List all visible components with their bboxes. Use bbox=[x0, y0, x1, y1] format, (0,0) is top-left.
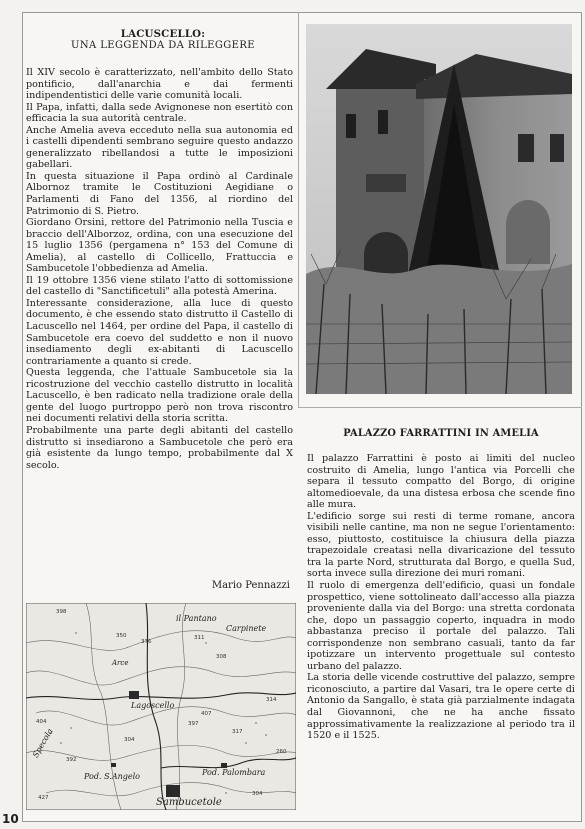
map-elevation: 392 bbox=[66, 757, 77, 763]
map-label: Sambucetole bbox=[156, 797, 222, 808]
map-elevation: 317 bbox=[232, 729, 243, 735]
paragraph: Il Papa, infatti, dalla sede Avignonese non esertitò con efficacia la sua autorità centrale. bbox=[26, 101, 293, 125]
map-elevation: 427 bbox=[38, 795, 49, 801]
map-elevation: 407 bbox=[201, 711, 212, 717]
map-elevation: 311 bbox=[194, 635, 205, 641]
map-elevation: 397 bbox=[188, 721, 199, 727]
paragraph: Il ruolo di emergenza dell'edificio, quasi un fondale prospettico, viene sottolineato dall'accesso alla piazza proveniente dalla via del Borgo: una stretta cordonata che, dopo un passaggio coperto, inquadra in modo abbastanza preciso il portale del palazzo. Tali corrispondenze non sembrano casuali, tanto da far ipotizzare un intervento progettuale sul contesto urbano del palazzo. bbox=[307, 580, 575, 672]
map-elevation: 398 bbox=[56, 609, 67, 615]
map-label: Pod. S.Angelo bbox=[84, 772, 140, 781]
column-divider bbox=[298, 12, 299, 407]
paragraph: Il palazzo Farrattini è posto ai limiti del nucleo costruito di Amelia, lungo l'antica via Porcelli che separa il tessuto compatto del Borgo, di origine altomedioevale, da una distesa erbosa che scende fino alle mura. bbox=[307, 453, 575, 511]
map-elevation: 404 bbox=[36, 719, 47, 725]
paragraph: Probabilmente una parte degli abitanti del castello distrutto si insediarono a Sambucetole che però era già esistente da lungo tempo, probabilmente dal X secolo. bbox=[26, 424, 293, 471]
right-article-title: PALAZZO FARRATTINI IN AMELIA bbox=[343, 428, 539, 439]
map-elevation: 260 bbox=[276, 749, 287, 755]
paragraph: Questa leggenda, che l'attuale Sambucetole sia la ricostruzione del vecchio castello distrutto in località Lacuscello, è ben radicato nella tradizione orale della gente del luogo purtroppo però non trova riscontro nei documenti relativi della storia scritta. bbox=[26, 367, 293, 425]
author-signature: Mario Pennazzi bbox=[211, 580, 290, 591]
paragraph: Interessante considerazione, alla luce di questo documento, è che essendo stato distrutto il Castello di Lacuscello nel 1464, per ordine del Papa, il castello di Sambucetole era coevo del suddetto e non il nuovo insediamento degli ex-abitanti di Lacuscello contrariamente a quanto si crede. bbox=[26, 297, 293, 367]
map-label: il Pantano bbox=[176, 614, 217, 623]
map-label: Carpinete bbox=[226, 624, 267, 633]
topographic-map bbox=[26, 603, 296, 810]
paragraph: Anche Amelia aveva ecceduto nella sua autonomia ed i castelli dipendenti sembrano seguire questo andazzo generalizzato ribellandosi a tutte le imposizioni gabellari. bbox=[26, 124, 293, 171]
map-elevation: 350 bbox=[116, 633, 127, 639]
left-article-body bbox=[26, 67, 293, 471]
paragraph: Giordano Orsini, rettore del Patrimonio nella Tuscia e braccio dell'Alborzoz, ordina, con una esecuzione del 15 luglio 1356 (pergamena n° 153 del Comune di Amelia), al castello di Collicello, Frattuccia e Sambucetole l'obbedienza ad Amelia. bbox=[26, 217, 293, 275]
section-divider bbox=[298, 407, 582, 408]
map-label: Arce bbox=[112, 659, 129, 667]
map-elevation: 376 bbox=[141, 639, 152, 645]
left-article-subtitle: UNA LEGGENDA DA RILEGGERE bbox=[71, 40, 255, 51]
paragraph: Il 19 ottobre 1356 viene stilato l'atto di sottomissione del castello di "Sanctificetuli" alla potestà Amerina. bbox=[26, 274, 293, 298]
right-article-body bbox=[307, 453, 575, 742]
map-label: Lagoscello bbox=[131, 701, 175, 710]
paragraph: In questa situazione il Papa ordinò al Cardinale Albornoz tramite le Costituzioni Aegidiane o Parlamenti di Fano del 1356, al riordino del Patrimonio di S. Pietro. bbox=[26, 170, 293, 217]
paragraph: L'edificio sorge sui resti di terme romane, ancora visibili nelle cantine, ma non ne segue l'orientamento: esso, piuttosto, costituisce la chiusura della piazza trapezoidale creatasi nella divaricazione del tessuto tra la parte Nord, strutturata dal Borgo, e quella Sud, sorta invece sulla direzione dei muri romani. bbox=[307, 510, 575, 580]
map-elevation: 314 bbox=[266, 697, 277, 703]
map-elevation: 304 bbox=[124, 737, 135, 743]
page-number: 10 bbox=[2, 812, 19, 826]
paragraph: La storia delle vicende costruttive del palazzo, sempre riconosciuto, a partire dal Vasari, tra le opere certe di Antonio da Sangallo, è stata già parzialmente indagata dal Giovannoni, che ne ha anche fissato approssimativamente la realizzazione al periodo tra il 1520 e il 1525. bbox=[307, 672, 575, 742]
map-elevation: 308 bbox=[216, 654, 227, 660]
map-elevation: 304 bbox=[252, 791, 263, 797]
palazzo-photo bbox=[306, 24, 572, 394]
map-label: Specola bbox=[30, 727, 55, 760]
paragraph: Il XIV secolo è caratterizzato, nell'ambito dello Stato pontificio, dall'anarchia e dai fermenti indipendentistici delle varie comunità locali. bbox=[26, 67, 293, 102]
left-article-title: LACUSCELLO: bbox=[120, 28, 206, 40]
map-label: Pod. Palombara bbox=[202, 768, 266, 777]
